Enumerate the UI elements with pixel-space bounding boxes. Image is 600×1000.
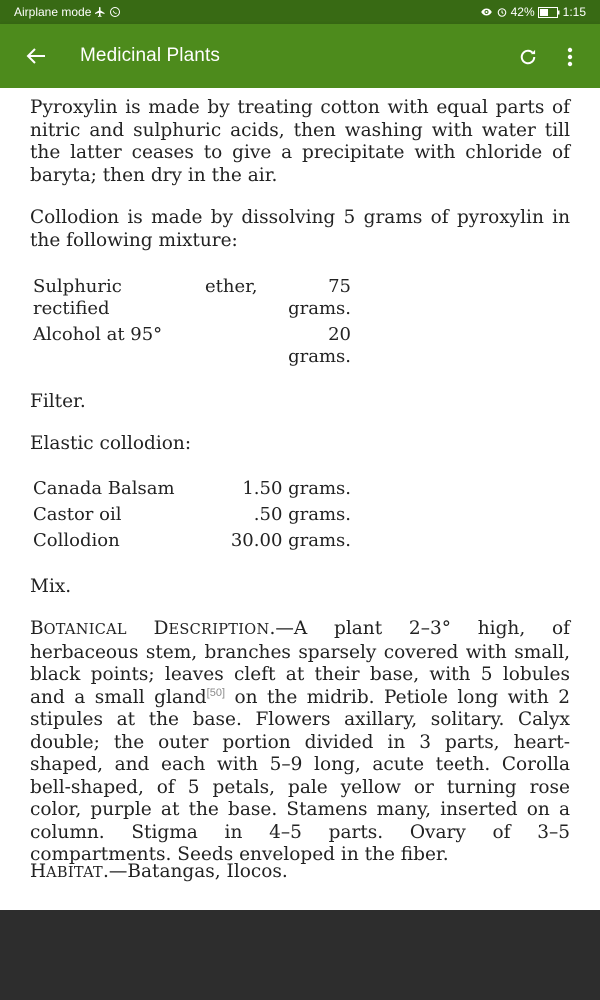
heading-letter: B [30, 618, 44, 639]
table-cell-name: Alcohol at 95° [33, 324, 163, 345]
battery-icon [538, 7, 560, 18]
back-button[interactable] [22, 44, 50, 68]
eye-icon [480, 6, 493, 18]
airplane-icon [94, 6, 106, 18]
table-cell-amount: 75 [328, 276, 351, 297]
paragraph-collodion: Collodion is made by dissolving 5 grams of pyroxylin in the following mixture: [30, 207, 570, 251]
status-right [480, 5, 586, 19]
heading-smallcaps: ABITAT [46, 865, 104, 881]
heading-smallcaps: ESCRIPTION [168, 622, 270, 638]
status-left [14, 5, 121, 19]
heading-letter: D [153, 618, 169, 639]
heading-letter: H [30, 861, 47, 882]
habitat [30, 861, 570, 885]
table-cell-amount: grams. [288, 298, 351, 319]
botanical-text-lead: .—A plant 2–3° high, of herbaceous stem, branches sparsely covered with small, black points; leaves cleft at their base, with 5 lobules and a small gland [30, 618, 570, 708]
more-vert-icon [567, 47, 573, 67]
table-cell-amount: grams. [288, 346, 351, 367]
refresh-icon [518, 47, 538, 67]
battery-percent: 42% [510, 5, 535, 19]
table-cell-name: rectified [33, 298, 110, 319]
table-cell-name: Collodion [33, 530, 120, 551]
back-arrow-icon [26, 47, 46, 65]
botanical-text-rest: on the midrib. Petiole long with 2 stipules at the base. Flowers axillary, solitary. Calyx double; the outer portion divided in 3 parts, heart-shaped, and each with 5–9 long, acute teeth. Corolla bell-shaped, of 5 petals, pale yellow or turning rose color, purple at the base. Stamens many, inserted on a column. Stigma in 4–5 parts. Ovary of 3–5 compartments. Seeds enveloped in the fiber. [30, 686, 570, 865]
table-cell-name: Castor oil [33, 504, 122, 525]
table-cell-name: Canada Balsam [33, 478, 175, 499]
filter-text: Filter. [30, 391, 86, 412]
book-content[interactable] [0, 88, 600, 910]
app-bar [0, 24, 600, 88]
table-cell-amount: 20 [328, 324, 351, 345]
page-title: Medicinal Plants [80, 45, 220, 66]
table-cell-amount: .50 grams. [253, 504, 351, 525]
table-cell-name: Sulphuric [33, 276, 122, 297]
whatsapp-icon [109, 6, 121, 18]
table-cell-amount: 30.00 grams. [230, 530, 351, 551]
heading-smallcaps: OTANICAL [43, 622, 127, 638]
table-cell-name: ether, [205, 276, 258, 297]
airplane-mode-text: Airplane mode [14, 5, 92, 19]
refresh-button[interactable] [515, 44, 541, 70]
mix-text: Mix. [30, 576, 72, 597]
clock-time: 1:15 [562, 5, 586, 19]
elastic-collodion-heading: Elastic collodion: [30, 433, 192, 454]
habitat-text: .—Batangas, Ilocos. [103, 861, 288, 882]
more-options-button[interactable] [560, 44, 580, 70]
table-cell-amount: 1.50 grams. [242, 478, 351, 499]
bottom-background [0, 910, 600, 1000]
status-bar [0, 0, 600, 24]
page-number-ref: [50] [206, 686, 226, 699]
alarm-icon [496, 6, 508, 18]
paragraph-pyroxylin: Pyroxylin is made by treating cotton with equal parts of nitric and sulphuric acids, then washing with water till the latter ceases to give a precipitate with chloride of baryta; then dry in the air. [30, 97, 570, 186]
botanical-description [30, 618, 570, 867]
